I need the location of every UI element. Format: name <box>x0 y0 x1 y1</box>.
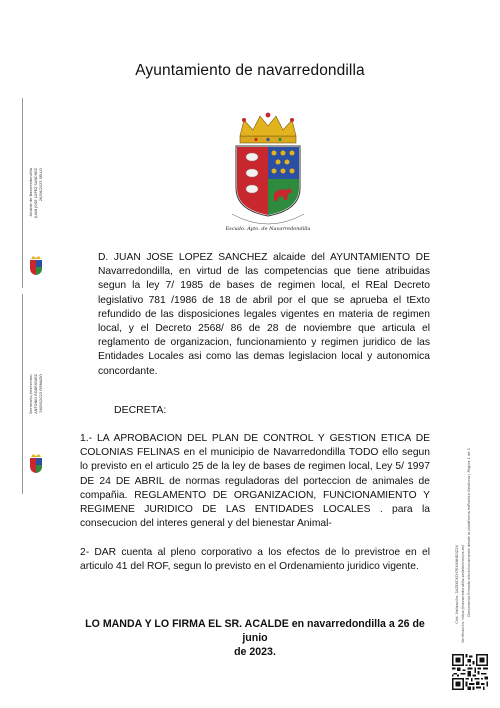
verification-line-3: Documento firmado electrónicamente desde la plataforma esPublico Gestiona | Página 1 de 1 <box>467 448 471 617</box>
closing-line-1: LO MANDA Y LO FIRMA EL SR. ACALDE en navarredondilla a 26 de junio <box>85 618 425 644</box>
closing-line-2: de 2023. <box>234 646 276 658</box>
stamp-2-line-1: Secretario-Interventor <box>29 374 33 414</box>
point-1-paragraph: 1.- LA APROBACION DEL PLAN DE CONTROL Y GESTION ETICA DE COLONIAS FELINAS en el municipio de Navarredondilla TODO ello segun lo previsto en el articulo 25 de la ley de bases de regimen local, Ley 5/ 1997 DE 24 DE ABRIL de normas reguladoras del porteccion de animales de compañia. REGLAMENTO DE ORGANIZACION, FUNCIONAMIENTO Y REGIMENE JURIDICO DE LAS ENTIDADES LOCALES . para la consecucion del interes general y del bienestar Animal- <box>80 433 430 530</box>
stamp-2-line-3: 26/06/2023 FIRMADO <box>39 374 43 413</box>
point-2-paragraph: 2- DAR cuenta al pleno corporativo a los efectos de lo previstroe en el articulo 41 del ROF, segun lo previsto en el Ordenamiento juridico vigente. <box>80 547 430 573</box>
stamp-1-line-2: JUAN JOSE LOPEZ SANCHEZ <box>34 168 38 218</box>
intro-paragraph: D. JUAN JOSE LOPEZ SANCHEZ alcaide del AYUNTAMIENTO DE Navarredondilla, en virtud de las competencias que tiene atribuidas segun la ley 7/ 1985 de bases de regimen local, el REal Decreto legislativo 781 /1986 de 18 de abril por el que se aprueba el tExto refundido de las disposiciones legales vigentes en materia de regimen local, y el Decreto 2568/ 86 de 28 de noviembre que articula el reglamento de organizacion, funcionamiento y regimen juridico de las Entidades Locales asi como las demas legislacion local y autonomica concordante. <box>98 252 430 377</box>
crest-motto: Escudo. Ayto. de Navarredondilla <box>226 226 310 232</box>
qr-code-icon[interactable] <box>452 654 488 690</box>
stamp-2-line-2: ANTONIO RODRIGUEZ <box>34 374 38 414</box>
verification-line-1: Cód. Validación: 3AZEKCKCH7EXXNHD3Z2X <box>455 545 459 624</box>
signature-stamp-1 <box>22 98 49 288</box>
stamp-1-line-3: 26/06/2023 SELLO <box>39 168 43 202</box>
closing-signature <box>78 617 432 659</box>
stamp-1-line-1: Alcalde de Navarredondilla <box>29 168 33 217</box>
decreta-heading: DECRETA: <box>114 404 167 416</box>
signature-stamp-2 <box>22 294 49 494</box>
stamp-1-crest-icon <box>29 256 43 276</box>
verification-line-2: Verificación: https://navarredondilla.sedelectronica.es/ <box>461 545 465 643</box>
page-title: Ayuntamiento de navarredondilla <box>135 62 365 79</box>
stamp-2-crest-icon <box>29 454 43 474</box>
crest-icon <box>226 110 310 234</box>
